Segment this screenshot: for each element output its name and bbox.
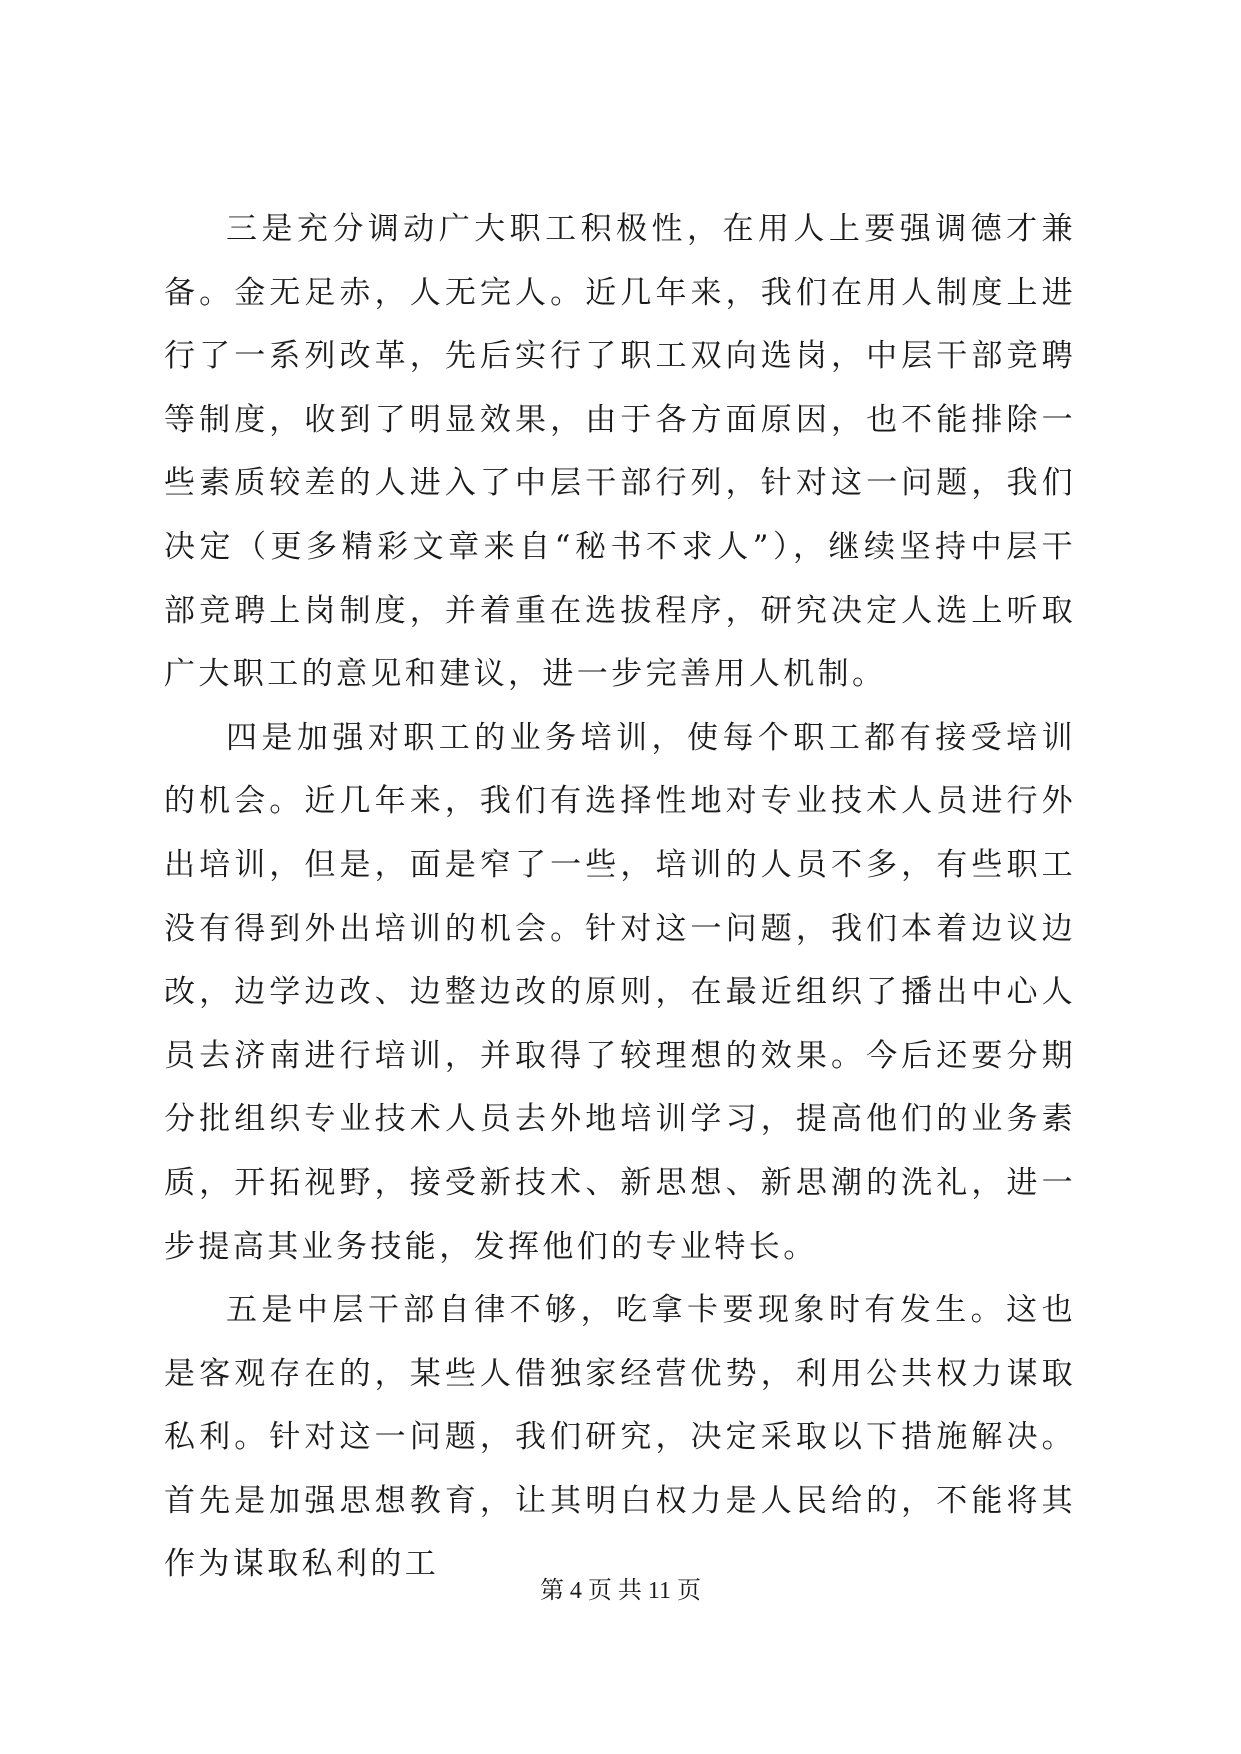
page-number-footer: 第 4 页 共 11 页 bbox=[539, 1578, 702, 1604]
paragraph-5: 五是中层干部自律不够，吃拿卡要现象时有发生。这也是客观存在的，某些人借独家经营优势，利用公共权力谋取私利。针对这一问题，我们研究，决定采取以下措施解决。首先是加强思想教育，让其明白权力是人民给的，不能将其作为谋取私利的工 bbox=[164, 1292, 1076, 1583]
paragraph-4: 四是加强对职工的业务培训，使每个职工都有接受培训的机会。近几年来，我们有选择性地对专业技术人员进行外出培训，但是，面是窄了一些，培训的人员不多，有些职工没有得到外出培训的机会。针对这一问题，我们本着边议边改，边学边改、边整边改的原则，在最近组织了播出中心人员去济南进行培训，并取得了较理想的效果。今后还要分期分批组织专业技术人员去外地培训学习，提高他们的业务素质，开拓视野，接受新技术、新思想、新思潮的洗礼，进一步提高其业务技能，发挥他们的专业特长。 bbox=[164, 719, 1076, 1265]
document-body bbox=[164, 198, 1076, 1597]
paragraph-3: 三是充分调动广大职工积极性，在用人上要强调德才兼备。金无足赤，人无完人。近几年来，我们在用人制度上进行了一系列改革，先后实行了职工双向选岗，中层干部竞聘等制度，收到了明显效果，由于各方面原因，也不能排除一些素质较差的人进入了中层干部行列，针对这一问题，我们决定（更多精彩文章来自“秘书不求人”），继续坚持中层干部竞聘上岗制度，并着重在选拔程序，研究决定人选上听取广大职工的意见和建议，进一步完善用人机制。 bbox=[164, 211, 1076, 693]
